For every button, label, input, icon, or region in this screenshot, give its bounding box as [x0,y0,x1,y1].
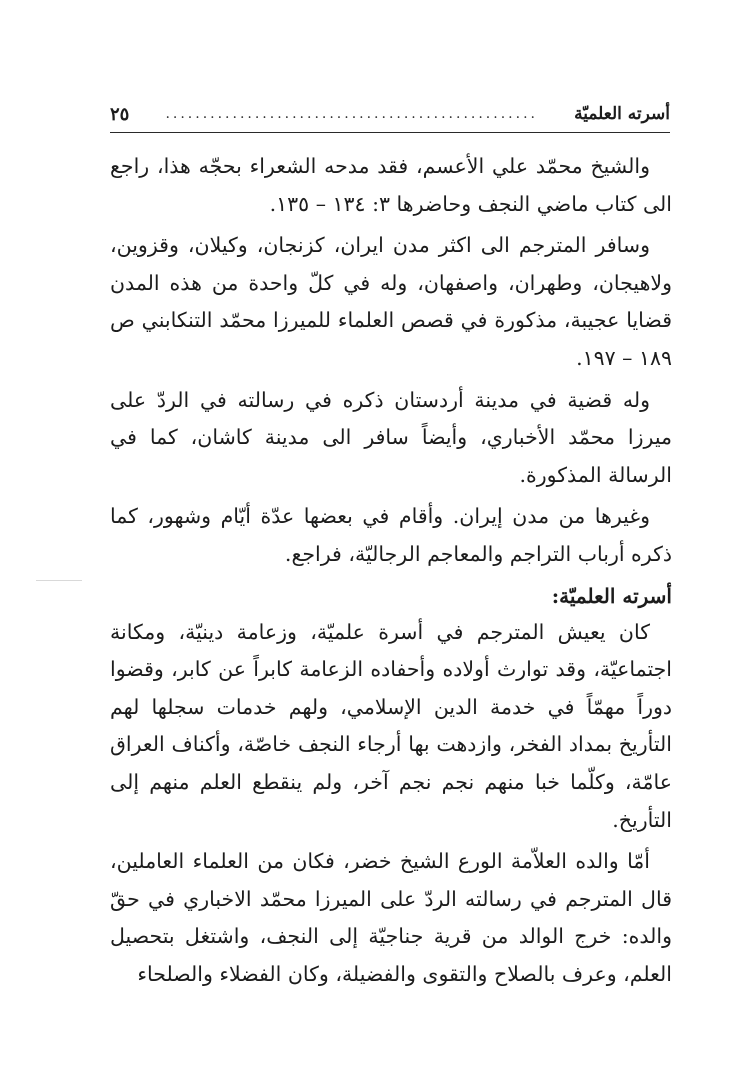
paragraph: كان يعيش المترجم في أسرة علميّة، وزعامة دينيّة، ومكانة اجتماعيّة، وقد توارث أولاده وأحفاده الزعامة كابراً عن كابر، وقضوا دوراً مهمّاً في خدمة الدين الإسلامي، ولهم خدمات سجلها لهم التأريخ بمداد الفخر، وازدهت بها أرجاء النجف خاصّة، وأكناف العراق عامّة، وكلّما خبا منهم نجم نجم آخر، ولم ينقطع العلم منهم إلى التأريخ. [110,619,672,832]
body-text [110,148,672,997]
running-header [110,96,670,133]
page-number: ٢٥ [110,103,130,125]
paragraph: أمّا والده العلاّمة الورع الشيخ خضر، فكان من العلماء العاملين، قال المترجم في رسالته الردّ على الميرزا محمّد الاخباري في حقّ والده: خرج الوالد من قرية جناجيّة إلى النجف، واشتغل بتحصيل العلم، وعرف بالصلاح والتقوى والفضيلة، وكان الفضلاء والصلحاء [110,849,672,986]
section-heading: أسرته العلميّة: [551,583,672,608]
running-header-title: أسرته العلميّة [574,104,670,124]
leader-dots: .................................................. [165,106,538,122]
margin-fold-mark [36,580,82,581]
paragraph: وغيرها من مدن إيران. وأقام في بعضها عدّة أيّام وشهور، كما ذكره أرباب التراجم والمعاجم الرجاليّة، فراجع. [110,504,672,566]
paragraph: والشيخ محمّد علي الأعسم، فقد مدحه الشعراء بحجّه هذا، راجع الى كتاب ماضي النجف وحاضرها ٣: ١٣٤ – ١٣٥. [110,154,672,216]
paragraph: وله قضية في مدينة أردستان ذكره في رسالته في الردّ على ميرزا محمّد الأخباري، وأيضاً سافر الى مدينة كاشان، كما في الرسالة المذكورة. [110,387,672,487]
paragraph: وسافر المترجم الى اكثر مدن ايران، كزنجان، وكيلان، وقزوين، ولاهيجان، وطهران، واصفهان، وله في كلّ واحدة من هذه المدن قضايا عجيبة، مذكورة في قصص العلماء للميرزا محمّد التنكابني ص ١٨٩ – ١٩٧. [110,233,672,370]
